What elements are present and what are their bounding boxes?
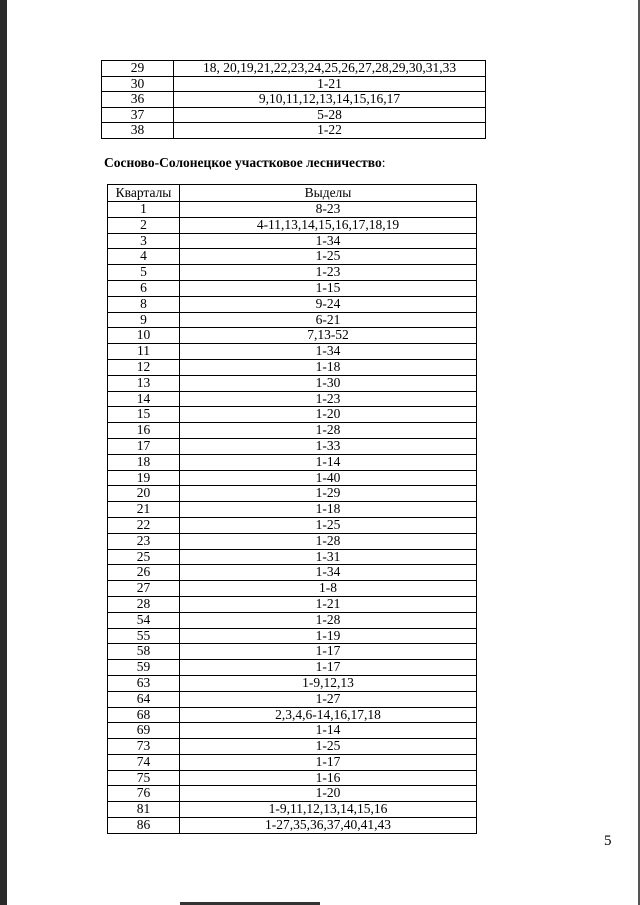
vydely-cell: 1-27	[180, 691, 477, 707]
vydely-cell: 1-16	[180, 770, 477, 786]
kvartal-cell: 86	[108, 818, 180, 834]
kvartal-cell: 13	[108, 375, 180, 391]
table-row	[108, 454, 477, 470]
table-row	[108, 517, 477, 533]
table-row	[108, 470, 477, 486]
kvartal-cell: 38	[102, 123, 174, 139]
vydely-cell: 1-9,11,12,13,14,15,16	[180, 802, 477, 818]
table-row	[108, 707, 477, 723]
vydely-cell: 1-8	[180, 581, 477, 597]
table-row	[108, 328, 477, 344]
kvartal-cell: 18	[108, 454, 180, 470]
table-row	[108, 407, 477, 423]
table-row	[108, 280, 477, 296]
kvartal-cell: 19	[108, 470, 180, 486]
kvartal-cell: 8	[108, 296, 180, 312]
table-row	[108, 296, 477, 312]
table-row	[108, 375, 477, 391]
kvartal-cell: 64	[108, 691, 180, 707]
table-row	[108, 818, 477, 834]
vydely-cell: 1-14	[180, 454, 477, 470]
table-row	[108, 359, 477, 375]
table-row	[108, 233, 477, 249]
table-row	[108, 486, 477, 502]
table-row	[108, 502, 477, 518]
kvartal-cell: 22	[108, 517, 180, 533]
kvartal-cell: 23	[108, 533, 180, 549]
vydely-cell: 1-20	[180, 407, 477, 423]
vydely-cell: 1-25	[180, 517, 477, 533]
kvartal-cell: 12	[108, 359, 180, 375]
kvartal-cell: 16	[108, 423, 180, 439]
kvartal-cell: 3	[108, 233, 180, 249]
kvartal-cell: 54	[108, 612, 180, 628]
vydely-cell: 1-14	[180, 723, 477, 739]
kvartal-cell: 25	[108, 549, 180, 565]
vydely-cell: 1-15	[180, 280, 477, 296]
vydely-cell: 1-28	[180, 612, 477, 628]
table-row	[102, 76, 486, 92]
continuation-table-body	[102, 61, 486, 139]
header-kvartaly: Кварталы	[108, 185, 180, 202]
kvartal-cell: 9	[108, 312, 180, 328]
kvartal-cell: 58	[108, 644, 180, 660]
table-row	[108, 438, 477, 454]
vydely-cell: 1-17	[180, 660, 477, 676]
kvartal-cell: 5	[108, 265, 180, 281]
vydely-cell: 2,3,4,6-14,16,17,18	[180, 707, 477, 723]
vydely-cell: 1-25	[180, 249, 477, 265]
vydely-cell: 1-18	[180, 359, 477, 375]
table-row	[108, 344, 477, 360]
table-row	[108, 612, 477, 628]
vydely-cell: 1-25	[180, 739, 477, 755]
section-heading-colon: :	[381, 155, 386, 170]
forestry-quarters-table-body	[108, 202, 477, 834]
table-row	[108, 786, 477, 802]
vydely-cell: 4-11,13,14,15,16,17,18,19	[180, 217, 477, 233]
kvartal-cell: 20	[108, 486, 180, 502]
table-row	[108, 770, 477, 786]
table-row	[108, 802, 477, 818]
table-row	[108, 596, 477, 612]
vydely-cell: 1-23	[180, 265, 477, 281]
table-row	[108, 723, 477, 739]
vydely-cell: 1-33	[180, 438, 477, 454]
vydely-cell: 9,10,11,12,13,14,15,16,17	[174, 92, 486, 108]
table-row	[108, 739, 477, 755]
kvartal-cell: 6	[108, 280, 180, 296]
forestry-quarters-table	[107, 184, 477, 834]
table-row	[108, 423, 477, 439]
vydely-cell: 6-21	[180, 312, 477, 328]
kvartal-cell: 30	[102, 76, 174, 92]
table-row	[102, 107, 486, 123]
vydely-cell: 8-23	[180, 202, 477, 218]
table-row	[108, 549, 477, 565]
vydely-cell: 18, 20,19,21,22,23,24,25,26,27,28,29,30,31,33	[174, 61, 486, 77]
table-row	[108, 565, 477, 581]
vydely-cell: 1-30	[180, 375, 477, 391]
vydely-cell: 1-17	[180, 644, 477, 660]
table-row	[102, 123, 486, 139]
kvartal-cell: 27	[108, 581, 180, 597]
vydely-cell: 1-18	[180, 502, 477, 518]
vydely-cell: 1-28	[180, 533, 477, 549]
table-row	[108, 391, 477, 407]
table-row	[108, 691, 477, 707]
kvartal-cell: 21	[108, 502, 180, 518]
kvartal-cell: 2	[108, 217, 180, 233]
vydely-cell: 1-19	[180, 628, 477, 644]
vydely-cell: 1-23	[180, 391, 477, 407]
table-row	[108, 754, 477, 770]
table-row	[108, 675, 477, 691]
table-header-row	[108, 185, 477, 202]
kvartal-cell: 10	[108, 328, 180, 344]
vydely-cell: 1-22	[174, 123, 486, 139]
vydely-cell: 9-24	[180, 296, 477, 312]
vydely-cell: 1-34	[180, 565, 477, 581]
vydely-cell: 1-31	[180, 549, 477, 565]
kvartal-cell: 17	[108, 438, 180, 454]
header-vydely: Выделы	[180, 185, 477, 202]
kvartal-cell: 74	[108, 754, 180, 770]
table-row	[108, 660, 477, 676]
table-row	[108, 644, 477, 660]
table-row	[102, 61, 486, 77]
continuation-table	[101, 60, 486, 139]
kvartal-cell: 37	[102, 107, 174, 123]
table-row	[102, 92, 486, 108]
vydely-cell: 1-34	[180, 233, 477, 249]
kvartal-cell: 36	[102, 92, 174, 108]
kvartal-cell: 73	[108, 739, 180, 755]
kvartal-cell: 1	[108, 202, 180, 218]
kvartal-cell: 63	[108, 675, 180, 691]
kvartal-cell: 55	[108, 628, 180, 644]
table-row	[108, 581, 477, 597]
kvartal-cell: 76	[108, 786, 180, 802]
kvartal-cell: 26	[108, 565, 180, 581]
kvartal-cell: 68	[108, 707, 180, 723]
kvartal-cell: 69	[108, 723, 180, 739]
table-row	[108, 312, 477, 328]
kvartal-cell: 81	[108, 802, 180, 818]
table-row	[108, 628, 477, 644]
kvartal-cell: 14	[108, 391, 180, 407]
kvartal-cell: 59	[108, 660, 180, 676]
table-row	[108, 533, 477, 549]
section-heading-text: Сосново-Солонецкое участковое лесничество	[104, 155, 382, 170]
vydely-cell: 1-9,12,13	[180, 675, 477, 691]
vydely-cell: 1-40	[180, 470, 477, 486]
kvartal-cell: 11	[108, 344, 180, 360]
vydely-cell: 1-17	[180, 754, 477, 770]
scan-edge-left	[0, 0, 7, 905]
vydely-cell: 1-21	[180, 596, 477, 612]
vydely-cell: 1-28	[180, 423, 477, 439]
kvartal-cell: 29	[102, 61, 174, 77]
table-row	[108, 265, 477, 281]
vydely-cell: 5-28	[174, 107, 486, 123]
page-number: 5	[604, 833, 612, 849]
kvartal-cell: 28	[108, 596, 180, 612]
vydely-cell: 7,13-52	[180, 328, 477, 344]
vydely-cell: 1-27,35,36,37,40,41,43	[180, 818, 477, 834]
vydely-cell: 1-20	[180, 786, 477, 802]
table-row	[108, 249, 477, 265]
kvartal-cell: 15	[108, 407, 180, 423]
table-row	[108, 217, 477, 233]
vydely-cell: 1-34	[180, 344, 477, 360]
vydely-cell: 1-29	[180, 486, 477, 502]
table-row	[108, 202, 477, 218]
vydely-cell: 1-21	[174, 76, 486, 92]
kvartal-cell: 4	[108, 249, 180, 265]
kvartal-cell: 75	[108, 770, 180, 786]
section-heading	[104, 155, 386, 171]
